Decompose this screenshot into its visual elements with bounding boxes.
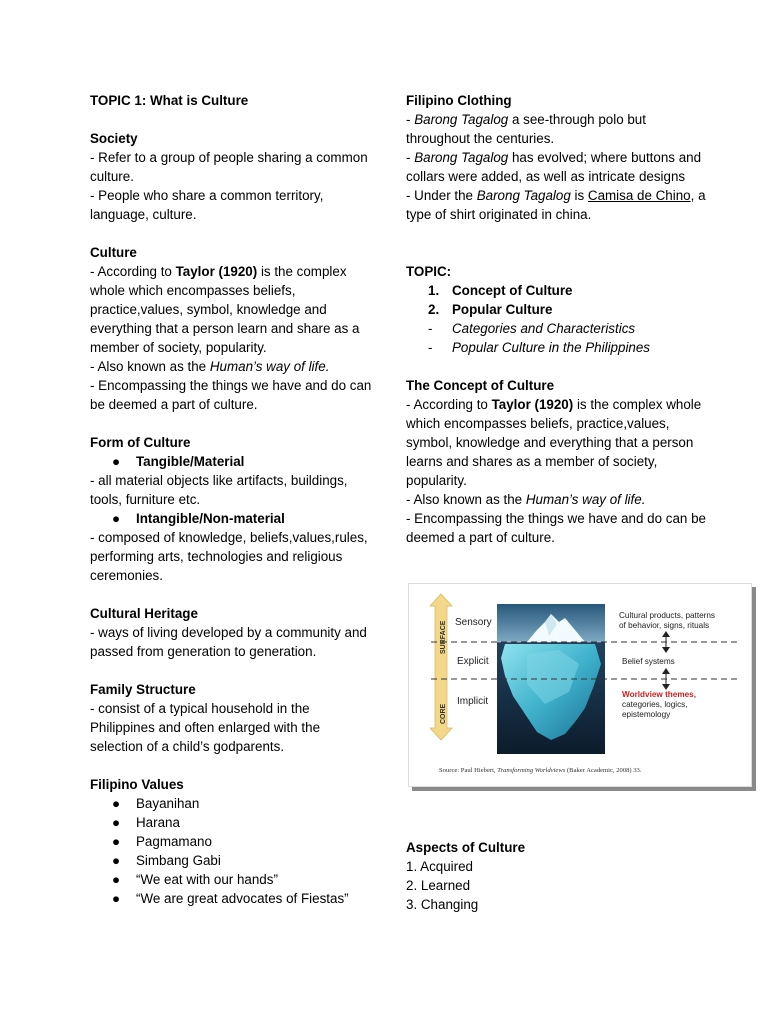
left-column bbox=[90, 91, 375, 908]
concept-para-1: - According to Taylor (1920) is the complex whole which encompasses beliefs, practice,values, symbol, knowledge and everything that a person learns and shares as a member of society, popularity. bbox=[406, 397, 702, 488]
list-item: 1. Concept of Culture bbox=[428, 283, 573, 298]
list-item: 3. Changing bbox=[406, 897, 479, 912]
iceberg-diagram bbox=[409, 584, 751, 786]
concept-heading: The Concept of Culture bbox=[406, 378, 555, 393]
explicit-label: Explicit bbox=[457, 656, 489, 667]
categories-label: categories, logics, bbox=[622, 700, 688, 709]
list-item: 2. Learned bbox=[406, 878, 471, 893]
surface-label: SURFACE bbox=[440, 620, 447, 654]
culture-para-3: - Encompassing the things we have and do can be deemed a part of culture. bbox=[90, 378, 372, 412]
form-intangible-text: - composed of knowledge, beliefs,values,rules, performing arts, technologies and religious ceremonies. bbox=[90, 530, 368, 583]
sensory-label: Sensory bbox=[455, 617, 492, 628]
list-item: ● “We are great advocates of Fiestas” bbox=[112, 891, 349, 906]
aspects-section bbox=[406, 838, 706, 914]
aspects-heading: Aspects of Culture bbox=[406, 840, 526, 855]
list-item: - Popular Culture in the Philippines bbox=[428, 340, 651, 355]
list-item: 1. Acquired bbox=[406, 859, 473, 874]
form-bullet-tangible: ● Tangible/Material bbox=[112, 454, 245, 469]
society-line-2: - People who share a common territory, language, culture. bbox=[90, 188, 324, 222]
culture-heading: Culture bbox=[90, 245, 137, 260]
form-heading: Form of Culture bbox=[90, 435, 191, 450]
cultural-products-label-2: of behavior, signs, rituals bbox=[619, 621, 710, 630]
concept-para-2: - Also known as the Human’s way of life. bbox=[406, 492, 646, 507]
core-label: CORE bbox=[440, 703, 447, 724]
culture-para-2: - Also known as the Human’s way of life. bbox=[90, 359, 330, 374]
iceberg-figure bbox=[408, 583, 752, 787]
cultural-products-label: Cultural products, patterns bbox=[619, 611, 716, 620]
concept-para-3: - Encompassing the things we have and do can be deemed a part of culture. bbox=[406, 511, 706, 545]
right-column bbox=[406, 91, 706, 547]
epistemology-label: epistemology bbox=[622, 710, 671, 719]
heritage-heading: Cultural Heritage bbox=[90, 606, 198, 621]
clothing-heading: Filipino Clothing bbox=[406, 93, 512, 108]
heritage-text: - ways of living developed by a community and passed from generation to generation. bbox=[90, 625, 367, 659]
list-item: ● “We eat with our hands” bbox=[112, 872, 278, 887]
form-tangible-text: - all material objects like artifacts, buildings, tools, furniture etc. bbox=[90, 473, 348, 507]
list-item: ● Pagmamano bbox=[112, 834, 212, 849]
society-heading: Society bbox=[90, 131, 138, 146]
culture-para-1: - According to Taylor (1920) is the complex whole which encompasses beliefs, practice,values, symbol, knowledge and everything that a person learn and share as a member of society, popularity. bbox=[90, 264, 360, 355]
clothing-line-3: - Under the Barong Tagalog is Camisa de Chino, a type of shirt originated in china. bbox=[406, 188, 706, 222]
implicit-label: Implicit bbox=[457, 696, 489, 707]
list-item: ● Bayanihan bbox=[112, 796, 200, 811]
family-heading: Family Structure bbox=[90, 682, 196, 697]
society-line-1: - Refer to a group of people sharing a common culture. bbox=[90, 150, 368, 184]
list-item: 2. Popular Culture bbox=[428, 302, 553, 317]
list-item: ● Harana bbox=[112, 815, 180, 830]
list-item: - Categories and Characteristics bbox=[428, 321, 636, 336]
topic-heading: TOPIC: bbox=[406, 264, 452, 279]
clothing-line-1: - Barong Tagalog a see-through polo but throughout the centuries. bbox=[406, 112, 646, 146]
family-text: - consist of a typical household in the Philippines and often enlarged with the selection of a child’s godparents. bbox=[90, 701, 321, 754]
belief-systems-label: Belief systems bbox=[622, 657, 675, 666]
worldview-label: Worldview themes, bbox=[622, 690, 697, 699]
surface-core-axis bbox=[430, 594, 452, 740]
list-item: ● Simbang Gabi bbox=[112, 853, 221, 868]
figure-source: Source: Paul Hiebert, Transforming Worldviews (Baker Academic, 2008) 33. bbox=[439, 767, 642, 774]
clothing-line-2: - Barong Tagalog has evolved; where buttons and collars were added, as well as intricate designs bbox=[406, 150, 702, 184]
values-heading: Filipino Values bbox=[90, 777, 184, 792]
topic-title: TOPIC 1: What is Culture bbox=[90, 93, 249, 108]
form-bullet-intangible: ● Intangible/Non-material bbox=[112, 511, 285, 526]
